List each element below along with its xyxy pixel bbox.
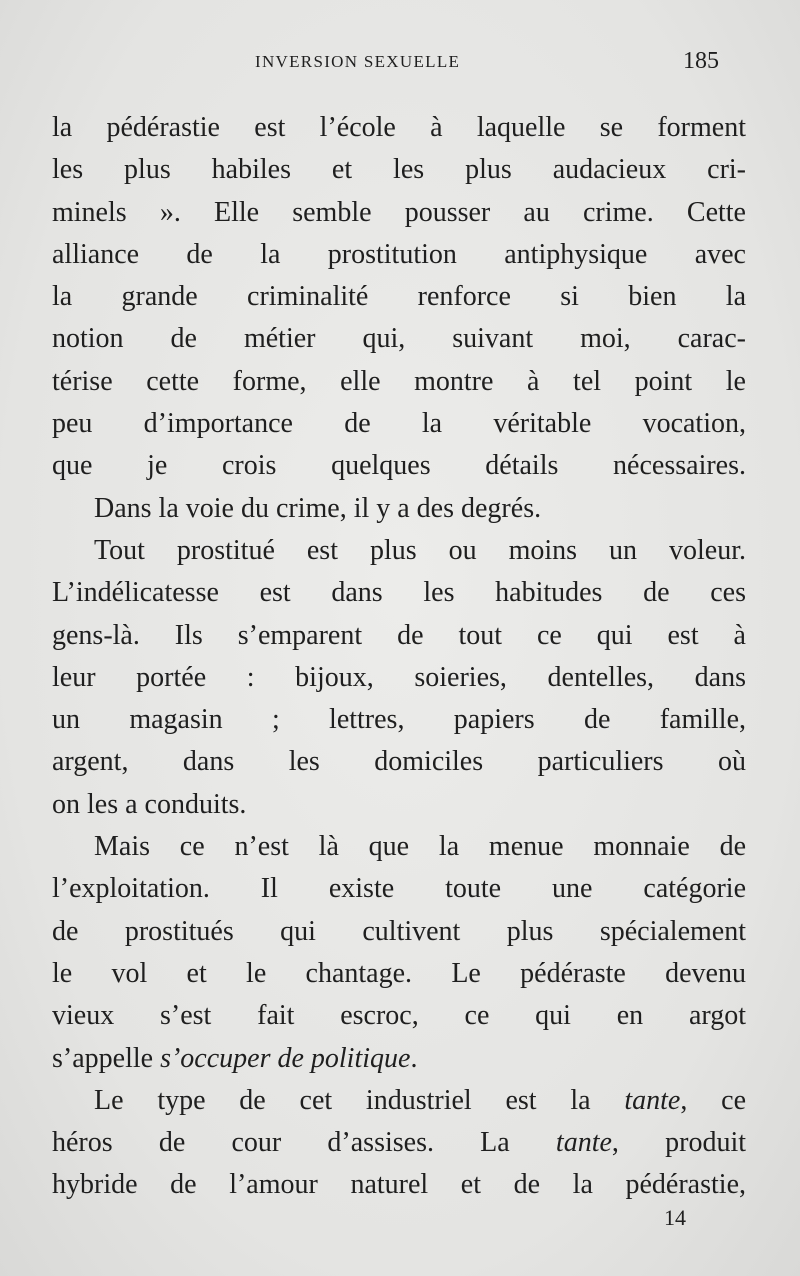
- text-segment: minels ». Elle semble pousser au crime. Cette: [52, 196, 746, 228]
- text-segment: un magasin ; lettres, papiers de famille,: [52, 704, 746, 736]
- text-line: [52, 276, 746, 318]
- text-line: [52, 741, 746, 783]
- text-segment: s’appelle: [52, 1042, 161, 1074]
- running-title: INVERSION SEXUELLE: [255, 52, 461, 71]
- text-line: [52, 1080, 746, 1122]
- text-segment: le vol et le chantage. Le pédéraste devenu: [52, 957, 746, 989]
- text-line: [52, 361, 746, 403]
- text-segment: gens-là. Ils s’emparent de tout ce qui est à: [52, 619, 746, 651]
- text-segment: peu d’importance de la véritable vocation,: [52, 408, 746, 440]
- text-segment: la grande criminalité renforce si bien la: [52, 281, 746, 313]
- text-line: [52, 1122, 746, 1164]
- text-line: [52, 488, 746, 530]
- text-line: [52, 657, 746, 699]
- text-segment: héros de cour d’assises. La: [52, 1127, 556, 1159]
- text-segment: Dans la voie du crime, il y a des degrés.: [94, 492, 542, 524]
- text-line: [52, 699, 746, 741]
- text-segment: vieux s’est fait escroc, ce qui en argot: [52, 1000, 746, 1032]
- text-line: [52, 868, 746, 910]
- text-segment: L’indélicatesse est dans les habitudes de ces: [52, 577, 746, 609]
- text-segment: , produit: [611, 1127, 747, 1159]
- text-segment: Tout prostitué est plus ou moins un voleur.: [94, 534, 746, 566]
- text-segment: notion de métier qui, suivant moi, carac-: [52, 323, 746, 355]
- text-segment: térise cette forme, elle montre à tel point le: [52, 365, 746, 397]
- text-line: [52, 192, 746, 234]
- text-segment: Le type de cet industriel est la: [94, 1084, 625, 1116]
- text-line: [52, 1164, 746, 1206]
- text-line: [52, 445, 746, 487]
- text-line: [52, 911, 746, 953]
- text-line: [52, 995, 746, 1037]
- text-segment: on les a conduits.: [52, 788, 247, 820]
- text-segment: hybride de l’amour naturel et de la pédérastie,: [52, 1169, 746, 1201]
- text-line: [52, 530, 746, 572]
- text-line: [52, 318, 746, 360]
- text-segment: les plus habiles et les plus audacieux cri-: [52, 154, 746, 186]
- text-line: [52, 953, 746, 995]
- italic-phrase: s’occuper de politique: [160, 1042, 411, 1074]
- text-segment: la pédérastie est l’école à laquelle se forment: [52, 112, 746, 143]
- text-segment: , ce: [680, 1084, 746, 1116]
- text-segment: .: [410, 1042, 418, 1074]
- text-line: [52, 784, 746, 826]
- text-line: [52, 826, 746, 868]
- text-line: [52, 149, 746, 191]
- text-line: [52, 107, 746, 149]
- text-segment: leur portée : bijoux, soieries, dentelles, dans: [52, 661, 746, 693]
- text-segment: l’exploitation. Il existe toute une catégorie: [52, 873, 746, 905]
- text-line: [52, 234, 746, 276]
- body-text: [52, 107, 746, 1207]
- text-segment: alliance de la prostitution antiphysique avec: [52, 238, 746, 270]
- page-number: 185: [683, 48, 719, 74]
- text-segment: de prostitués qui cultivent plus spécialement: [52, 915, 746, 947]
- text-line: [52, 403, 746, 445]
- text-line: [52, 572, 746, 614]
- text-line: [52, 1038, 746, 1080]
- text-segment: argent, dans les domiciles particuliers où: [52, 746, 746, 778]
- text-segment: Mais ce n’est là que la menue monnaie de: [94, 831, 746, 863]
- signature-mark: 14: [664, 1205, 686, 1230]
- text-segment: que je crois quelques détails nécessaires.: [52, 450, 746, 482]
- running-head: [0, 48, 800, 82]
- text-line: [52, 615, 746, 657]
- italic-phrase: tante: [555, 1127, 612, 1159]
- italic-phrase: tante: [624, 1084, 681, 1116]
